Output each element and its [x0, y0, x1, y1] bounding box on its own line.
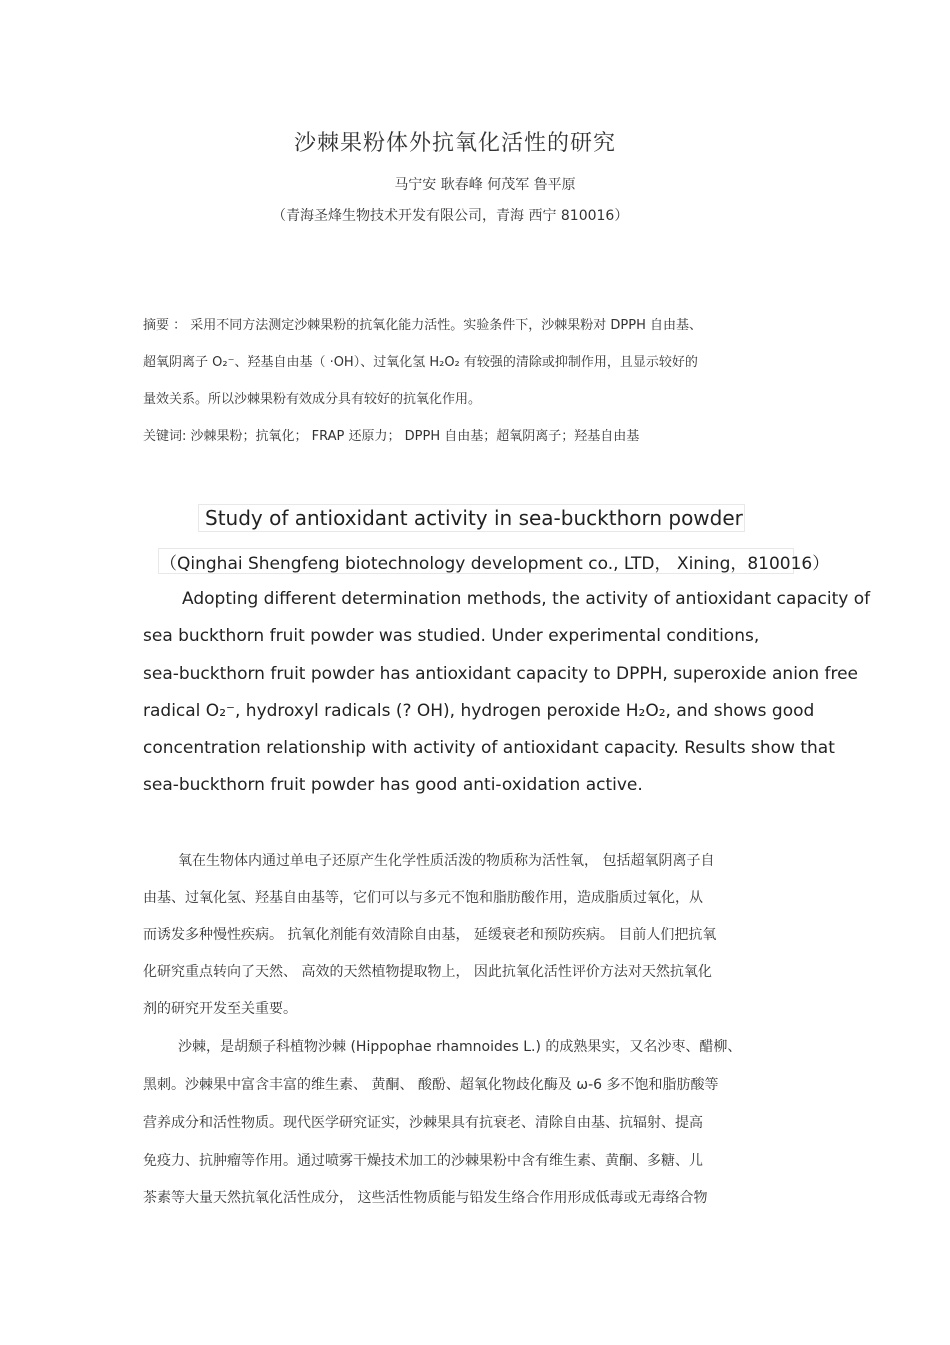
- abstract-en-line: sea-buckthorn fruit powder has antioxidant capacity to DPPH, superoxide anion free: [143, 664, 859, 684]
- affiliation-en: （Qinghai Shengfeng biotechnology development co., LTD， Xining，810016）: [160, 554, 830, 574]
- affiliation-cn: （青海圣烽生物技术开发有限公司，青海 西宁 810016）: [272, 208, 629, 224]
- abstract-en-line: sea-buckthorn fruit powder has good anti-oxidation active.: [143, 775, 643, 795]
- abstract-en-line: sea buckthorn fruit powder was studied. Under experimental conditions,: [143, 626, 760, 646]
- body-paragraph-line: 氧在生物体内通过单电子还原产生化学性质活泼的物质称为活性氧， 包括超氧阴离子自: [178, 853, 715, 869]
- authors: 马宁安 耿春峰 何茂军 鲁平原: [394, 177, 576, 193]
- body-paragraph-line: 剂的研究开发至关重要。: [143, 1001, 297, 1017]
- body-paragraph-line: 营养成分和活性物质。现代医学研究证实，沙棘果具有抗衰老、清除自由基、抗辐射、提高: [143, 1115, 703, 1131]
- abstract-cn-line: 超氧阴离子 O₂⁻、羟基自由基（ ·OH）、过氧化氢 H₂O₂ 有较强的清除或抑制作用，且显示较好的: [143, 355, 698, 370]
- paper-title-cn: 沙棘果粉体外抗氧化活性的研究: [293, 131, 616, 156]
- body-paragraph-line: 化研究重点转向了天然、 高效的天然植物提取物上， 因此抗氧化活性评价方法对天然抗氧化: [143, 964, 712, 980]
- body-paragraph-line: 黑刺。沙棘果中富含丰富的维生素、 黄酮、 酸酚、超氧化物歧化酶及 ω-6 多不饱和脂肪酸等: [143, 1077, 719, 1093]
- body-paragraph-line: 由基、过氧化氢、羟基自由基等，它们可以与多元不饱和脂肪酸作用，造成脂质过氧化，从: [143, 890, 703, 906]
- body-paragraph-line: 而诱发多种慢性疾病。 抗氧化剂能有效清除自由基， 延缓衰老和预防疾病。 目前人们把抗氧: [143, 927, 717, 943]
- abstract-en-line: Adopting different determination methods, the activity of antioxidant capacity of: [182, 589, 871, 609]
- body-paragraph-line: 沙棘，是胡颓子科植物沙棘 (Hippophae rhamnoides L.) 的成熟果实，又名沙枣、醋柳、: [178, 1039, 742, 1055]
- abstract-cn-line: 量效关系。所以沙棘果粉有效成分具有较好的抗氧化作用。: [143, 392, 482, 407]
- keywords-cn: 关键词: 沙棘果粉；抗氧化； FRAP 还原力； DPPH 自由基；超氧阴离子；羟基自由基: [143, 429, 640, 444]
- abstract-cn-line: 摘要 ： 采用不同方法测定沙棘果粉的抗氧化能力活性。实验条件下，沙棘果粉对 DPPH 自由基、: [143, 318, 702, 333]
- paper-title-en: Study of antioxidant activity in sea-buckthorn powder: [205, 506, 743, 530]
- body-paragraph-line: 茶素等大量天然抗氧化活性成分， 这些活性物质能与铅发生络合作用形成低毒或无毒络合物: [143, 1190, 708, 1206]
- abstract-en-line: radical O₂⁻, hydroxyl radicals (? OH), hydrogen peroxide H₂O₂, and shows good: [143, 701, 815, 721]
- abstract-en-line: concentration relationship with activity of antioxidant capacity. Results show that: [143, 738, 835, 758]
- body-paragraph-line: 免疫力、抗肿瘤等作用。通过喷雾干燥技术加工的沙棘果粉中含有维生素、黄酮、多糖、儿: [143, 1153, 703, 1169]
